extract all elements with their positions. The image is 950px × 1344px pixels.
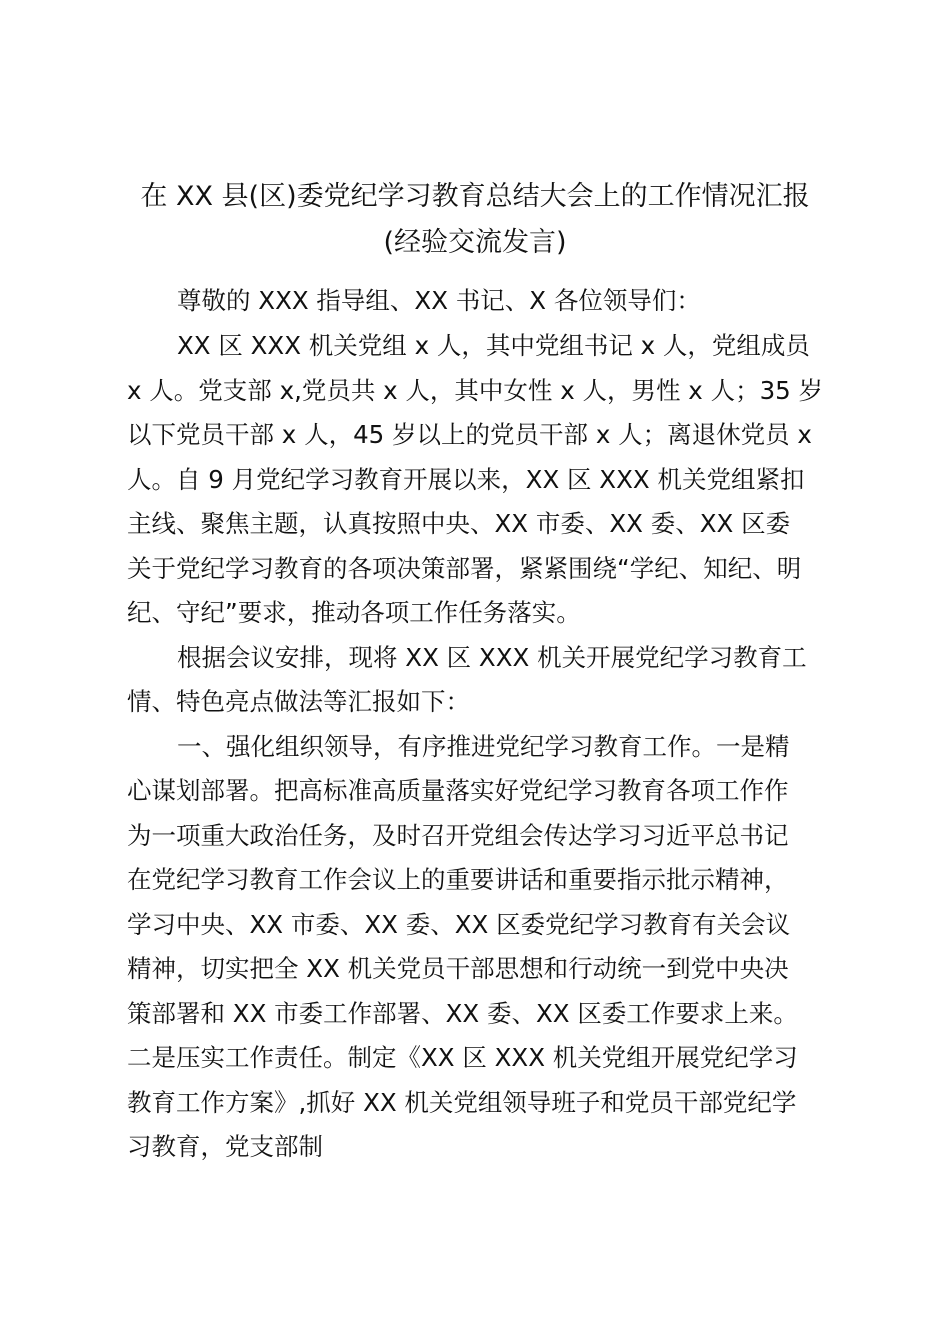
text-line: 情、特色亮点做法等汇报如下：	[127, 687, 470, 716]
text-line: 策部署和 XX 市委工作部署、XX 委、XX 区委工作要求上来。	[127, 999, 798, 1028]
text-line: 学习中央、XX 市委、XX 委、XX 区委党纪学习教育有关会议	[127, 910, 791, 939]
text-line: 为一项重大政治任务，及时召开党组会传达学习习近平总书记	[127, 821, 789, 850]
text-line: x 人。党支部 x,党员共 x 人，其中女性 x 人，男性 x 人；35 岁	[127, 376, 824, 405]
text-line: 二是压实工作责任。制定《XX 区 XXX 机关党组开展党纪学习	[127, 1043, 798, 1072]
text-line: 主线、聚焦主题，认真按照中央、XX 市委、XX 委、XX 区委	[127, 509, 791, 538]
text-line: 在党纪学习教育工作会议上的重要讲话和重要指示批示精神，	[127, 865, 789, 894]
text-line: 教育工作方案》,抓好 XX 机关党组领导班子和党员干部党纪学	[127, 1088, 797, 1117]
text-line: 人。自 9 月党纪学习教育开展以来，XX 区 XXX 机关党组紧扣	[127, 465, 805, 494]
text-line: 精神，切实把全 XX 机关党员干部思想和行动统一到党中央决	[127, 954, 789, 983]
document-subtitle: (经验交流发言)	[383, 227, 567, 258]
text-line: 根据会议安排，现将 XX 区 XXX 机关开展党纪学习教育工	[177, 643, 807, 672]
section-heading-line: 一、强化组织领导，有序推进党纪学习教育工作。一是精	[177, 732, 790, 761]
text-line: 纪、守纪”要求，推动各项工作任务落实。	[127, 598, 581, 627]
text-line: 以下党员干部 x 人，45 岁以上的党员干部 x 人；离退休党员 x	[127, 420, 812, 449]
text-line: 心谋划部署。把高标准高质量落实好党纪学习教育各项工作作	[127, 776, 789, 805]
salutation: 尊敬的 XXX 指导组、XX 书记、X 各位领导们：	[177, 286, 701, 315]
text-line: 习教育，党支部制	[127, 1132, 323, 1161]
document-title: 在 XX 县(区)委党纪学习教育总结大会上的工作情况汇报	[140, 181, 810, 212]
text-line: 关于党纪学习教育的各项决策部署，紧紧围绕“学纪、知纪、明	[127, 554, 802, 583]
text-line: XX 区 XXX 机关党组 x 人，其中党组书记 x 人，党组成员	[177, 331, 810, 360]
